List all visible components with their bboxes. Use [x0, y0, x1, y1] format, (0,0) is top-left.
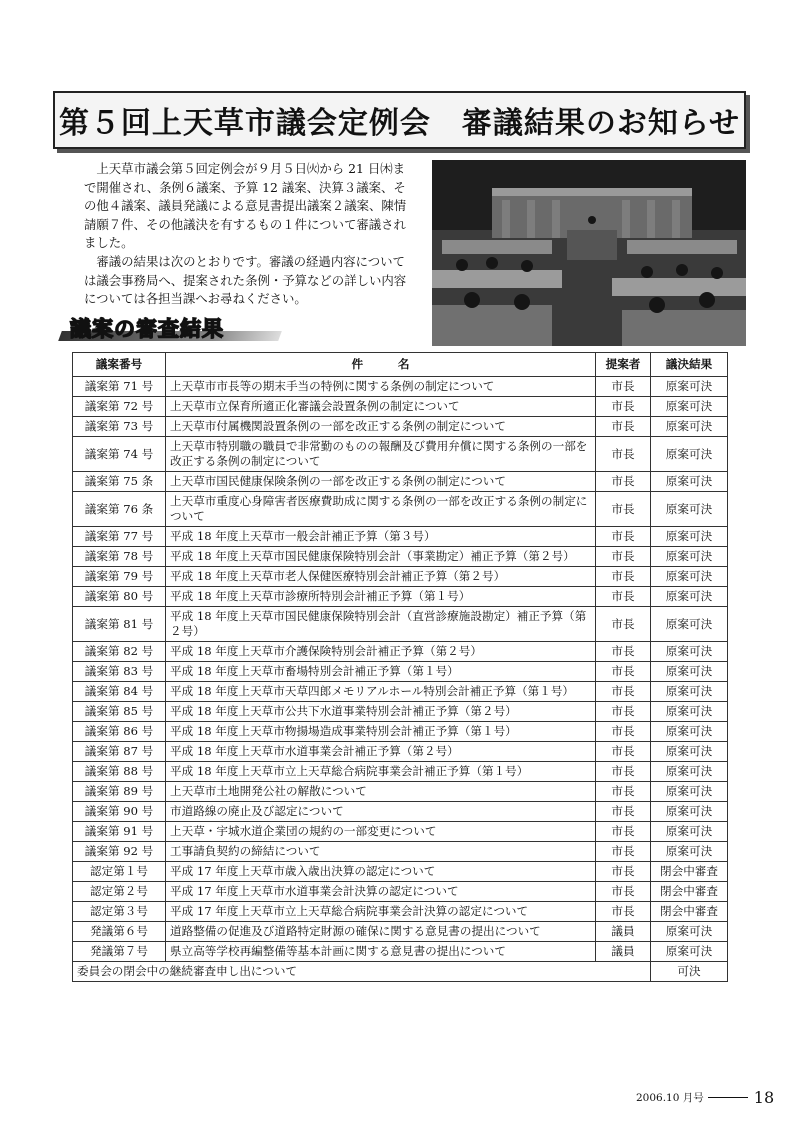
table-header-row	[73, 353, 728, 377]
row-proposer: 議員	[596, 942, 651, 962]
row-number: 議案第 84 号	[73, 682, 166, 702]
footer-rule	[708, 1097, 748, 1098]
row-result: 閉会中審査	[651, 862, 728, 882]
table-row	[73, 922, 728, 942]
row-name: 上天草市立保育所適正化審議会設置条例の制定について	[166, 397, 596, 417]
table-row	[73, 942, 728, 962]
row-result: 原案可決	[651, 742, 728, 762]
row-number: 議案第 77 号	[73, 527, 166, 547]
row-result: 原案可決	[651, 417, 728, 437]
row-name: 上天草市付属機関設置条例の一部を改正する条例の制定について	[166, 417, 596, 437]
header-no: 議案番号	[73, 353, 166, 377]
row-result: 閉会中審査	[651, 902, 728, 922]
section-heading	[60, 313, 280, 343]
row-number: 議案第 86 号	[73, 722, 166, 742]
row-number: 議案第 78 号	[73, 547, 166, 567]
row-number: 議案第 88 号	[73, 762, 166, 782]
row-proposer: 議員	[596, 922, 651, 942]
row-proposer: 市長	[596, 492, 651, 527]
row-result: 原案可決	[651, 942, 728, 962]
row-proposer: 市長	[596, 587, 651, 607]
row-number: 議案第 87 号	[73, 742, 166, 762]
table-row	[73, 642, 728, 662]
row-name: 平成 18 年度上天草市立上天草総合病院事業会計補正予算（第１号）	[166, 762, 596, 782]
row-result: 原案可決	[651, 842, 728, 862]
row-proposer: 市長	[596, 862, 651, 882]
row-name: 平成 17 年度上天草市歳入歳出決算の認定について	[166, 862, 596, 882]
row-proposer: 市長	[596, 762, 651, 782]
table-row	[73, 802, 728, 822]
row-number: 議案第 71 号	[73, 377, 166, 397]
table-row	[73, 437, 728, 472]
row-name: 上天草市重度心身障害者医療費助成に関する条例の一部を改正する条例の制定について	[166, 492, 596, 527]
table-row	[73, 762, 728, 782]
row-proposer: 市長	[596, 472, 651, 492]
table-row	[73, 702, 728, 722]
final-row-name: 委員会の閉会中の継続審査申し出について	[73, 962, 651, 982]
table-row	[73, 397, 728, 417]
table-row	[73, 567, 728, 587]
table-row	[73, 842, 728, 862]
row-proposer: 市長	[596, 822, 651, 842]
row-number: 議案第 83 号	[73, 662, 166, 682]
row-name: 上天草・宇城水道企業団の規約の一部変更について	[166, 822, 596, 842]
row-number: 発議第７号	[73, 942, 166, 962]
row-proposer: 市長	[596, 902, 651, 922]
row-name: 上天草市国民健康保険条例の一部を改正する条例の制定について	[166, 472, 596, 492]
row-proposer: 市長	[596, 527, 651, 547]
table-row	[73, 862, 728, 882]
row-proposer: 市長	[596, 722, 651, 742]
row-number: 発議第６号	[73, 922, 166, 942]
page-title-box	[53, 91, 746, 149]
row-result: 原案可決	[651, 662, 728, 682]
row-proposer: 市長	[596, 782, 651, 802]
row-name: 平成 18 年度上天草市国民健康保険特別会計（事業勘定）補正予算（第２号）	[166, 547, 596, 567]
row-name: 平成 18 年度上天草市一般会計補正予算（第３号）	[166, 527, 596, 547]
row-name: 平成 18 年度上天草市畜場特別会計補正予算（第１号）	[166, 662, 596, 682]
page-footer	[636, 1088, 774, 1107]
row-proposer: 市長	[596, 742, 651, 762]
row-name: 平成 18 年度上天草市物揚場造成事業特別会計補正予算（第１号）	[166, 722, 596, 742]
row-number: 議案第 82 号	[73, 642, 166, 662]
row-result: 原案可決	[651, 802, 728, 822]
row-proposer: 市長	[596, 882, 651, 902]
row-result: 原案可決	[651, 722, 728, 742]
assembly-photo	[432, 160, 746, 346]
row-name: 平成 18 年度上天草市診療所特別会計補正予算（第１号）	[166, 587, 596, 607]
row-number: 議案第 74 号	[73, 437, 166, 472]
row-result: 原案可決	[651, 682, 728, 702]
section-heading-label: 議案の審査結果	[70, 316, 224, 341]
row-name: 上天草市土地開発公社の解散について	[166, 782, 596, 802]
table-row	[73, 417, 728, 437]
table-row	[73, 607, 728, 642]
row-proposer: 市長	[596, 607, 651, 642]
row-name: 上天草市市長等の期末手当の特例に関する条例の制定について	[166, 377, 596, 397]
row-number: 議案第 92 号	[73, 842, 166, 862]
row-name: 平成 18 年度上天草市国民健康保険特別会計（直営診療施設勘定）補正予算（第２号）	[166, 607, 596, 642]
row-number: 議案第 72 号	[73, 397, 166, 417]
row-name: 平成 18 年度上天草市老人保健医療特別会計補正予算（第２号）	[166, 567, 596, 587]
row-name: 工事請負契約の締結について	[166, 842, 596, 862]
table-row	[73, 902, 728, 922]
row-result: 原案可決	[651, 377, 728, 397]
table-row	[73, 547, 728, 567]
table-body	[73, 377, 728, 962]
intro-paragraph: 上天草市議会第５回定例会が９月５日㈫から 21 日㈭まで開催され、条例６議案、予算 12 議案、決算３議案、その他４議案、議員発議による意見書提出議案２議案、陳情請願７件、その他議決を有するもの１件について審議されました。	[84, 161, 407, 251]
row-proposer: 市長	[596, 377, 651, 397]
page-number: 18	[753, 1088, 775, 1107]
row-result: 原案可決	[651, 437, 728, 472]
row-proposer: 市長	[596, 397, 651, 417]
row-result: 原案可決	[651, 782, 728, 802]
row-result: 原案可決	[651, 587, 728, 607]
row-number: 議案第 80 号	[73, 587, 166, 607]
row-number: 議案第 90 号	[73, 802, 166, 822]
header-name: 件 名	[166, 353, 596, 377]
row-result: 閉会中審査	[651, 882, 728, 902]
header-result: 議決結果	[651, 353, 728, 377]
row-proposer: 市長	[596, 842, 651, 862]
row-result: 原案可決	[651, 607, 728, 642]
row-name: 平成 18 年度上天草市公共下水道事業特別会計補正予算（第２号）	[166, 702, 596, 722]
row-result: 原案可決	[651, 762, 728, 782]
row-result: 原案可決	[651, 922, 728, 942]
row-name: 市道路線の廃止及び認定について	[166, 802, 596, 822]
table-row	[73, 492, 728, 527]
row-result: 原案可決	[651, 472, 728, 492]
page-title: 第５回上天草市議会定例会 審議結果のお知らせ	[58, 106, 741, 141]
row-name: 平成 18 年度上天草市水道事業会計補正予算（第２号）	[166, 742, 596, 762]
row-number: 議案第 89 号	[73, 782, 166, 802]
table-row-final	[73, 962, 728, 982]
row-name: 上天草市特別職の職員で非常勤のものの報酬及び費用弁償に関する条例の一部を改正する条例の制定について	[166, 437, 596, 472]
intro-text	[84, 160, 414, 309]
row-name: 平成 18 年度上天草市天草四郎メモリアルホール特別会計補正予算（第１号）	[166, 682, 596, 702]
header-proposer: 提案者	[596, 353, 651, 377]
row-number: 議案第 73 号	[73, 417, 166, 437]
row-name: 道路整備の促進及び道路特定財源の確保に関する意見書の提出について	[166, 922, 596, 942]
row-name: 県立高等学校再編整備等基本計画に関する意見書の提出について	[166, 942, 596, 962]
results-table	[72, 352, 728, 982]
table-row	[73, 587, 728, 607]
table-row	[73, 782, 728, 802]
row-number: 議案第 85 号	[73, 702, 166, 722]
row-result: 原案可決	[651, 822, 728, 842]
row-name: 平成 17 年度上天草市水道事業会計決算の認定について	[166, 882, 596, 902]
row-name: 平成 17 年度上天草市立上天草総合病院事業会計決算の認定について	[166, 902, 596, 922]
table-row	[73, 822, 728, 842]
row-proposer: 市長	[596, 547, 651, 567]
table-row	[73, 722, 728, 742]
row-number: 議案第 81 号	[73, 607, 166, 642]
row-result: 原案可決	[651, 702, 728, 722]
table-row	[73, 742, 728, 762]
table-row	[73, 682, 728, 702]
row-result: 原案可決	[651, 492, 728, 527]
row-proposer: 市長	[596, 437, 651, 472]
table-row	[73, 377, 728, 397]
row-proposer: 市長	[596, 702, 651, 722]
row-result: 原案可決	[651, 642, 728, 662]
final-row-result: 可決	[651, 962, 728, 982]
row-proposer: 市長	[596, 417, 651, 437]
row-number: 認定第３号	[73, 902, 166, 922]
table-row	[73, 662, 728, 682]
row-proposer: 市長	[596, 642, 651, 662]
row-number: 議案第 75 条	[73, 472, 166, 492]
row-number: 認定第１号	[73, 862, 166, 882]
row-result: 原案可決	[651, 527, 728, 547]
table-row	[73, 527, 728, 547]
row-name: 平成 18 年度上天草市介護保険特別会計補正予算（第２号）	[166, 642, 596, 662]
row-number: 議案第 76 条	[73, 492, 166, 527]
row-result: 原案可決	[651, 547, 728, 567]
row-number: 議案第 79 号	[73, 567, 166, 587]
row-proposer: 市長	[596, 682, 651, 702]
row-number: 議案第 91 号	[73, 822, 166, 842]
table-row	[73, 882, 728, 902]
row-result: 原案可決	[651, 397, 728, 417]
assembly-photo-image	[432, 160, 746, 346]
row-proposer: 市長	[596, 662, 651, 682]
intro-paragraph: 審議の結果は次のとおりです。審議の経過内容については議会事務局へ、提案された条例・予算などの詳しい内容については各担当課へお尋ねください。	[84, 253, 407, 307]
row-proposer: 市長	[596, 802, 651, 822]
row-result: 原案可決	[651, 567, 728, 587]
row-proposer: 市長	[596, 567, 651, 587]
table-row	[73, 472, 728, 492]
issue-label: 2006.10 月号	[636, 1092, 704, 1104]
row-number: 認定第２号	[73, 882, 166, 902]
